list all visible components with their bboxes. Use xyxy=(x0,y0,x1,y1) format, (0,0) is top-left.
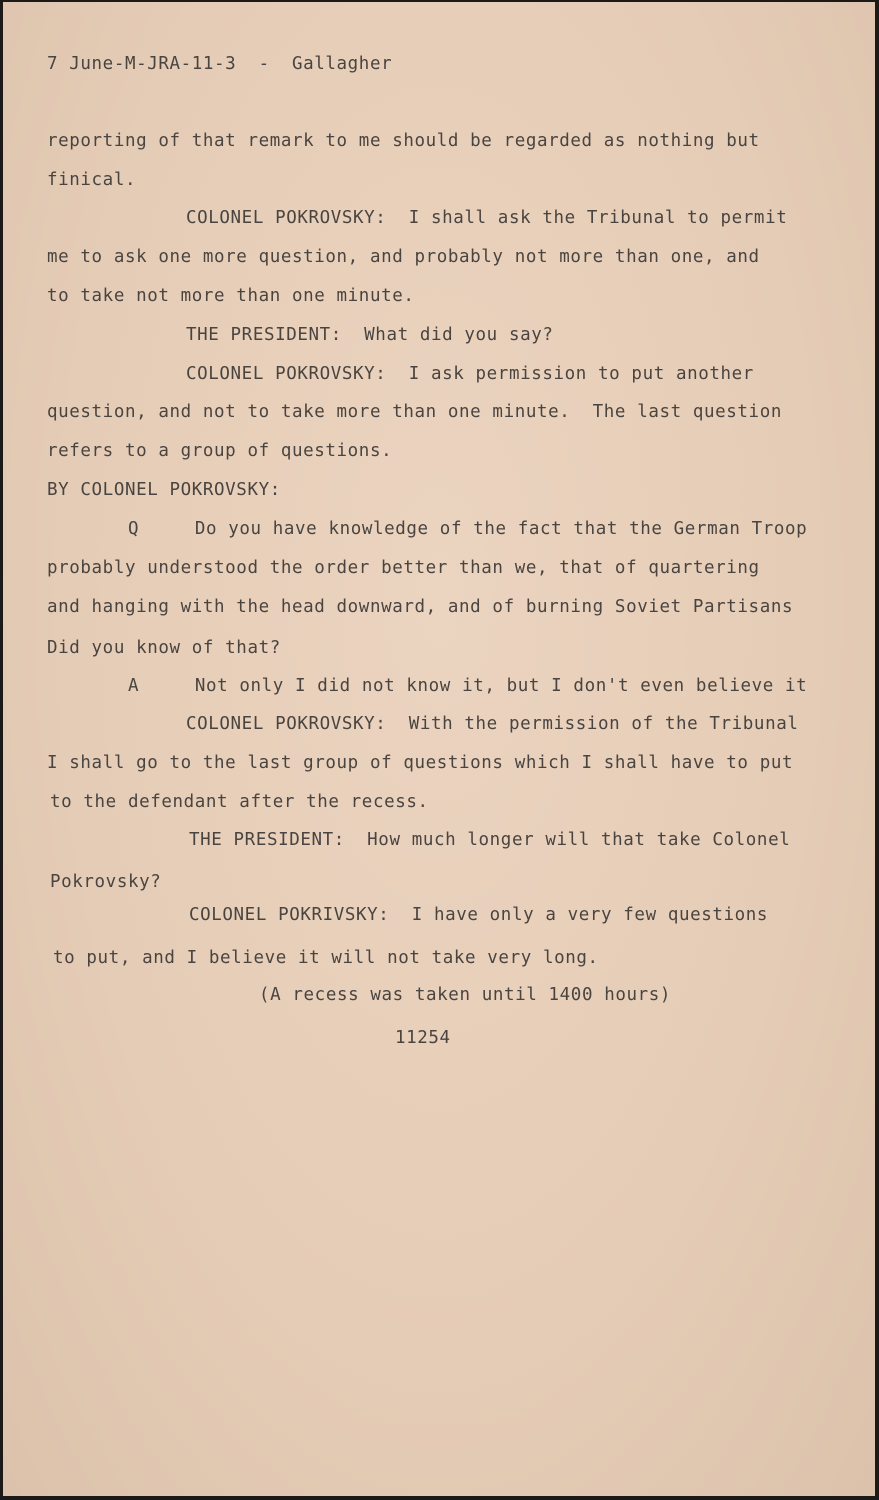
text-line: BY COLONEL POKROVSKY: xyxy=(47,480,281,500)
text-line: to the defendant after the recess. xyxy=(50,792,429,812)
page-header: 7 June-M-JRA-11-3 - Gallagher xyxy=(47,54,393,74)
text-line: COLONEL POKROVSKY: With the permission of the Tribunal xyxy=(186,714,799,734)
text-line: A Not only I did not know it, but I don't even believe it xyxy=(128,676,808,696)
text-line: refers to a group of questions. xyxy=(47,441,393,461)
text-line: Q Do you have knowledge of the fact that the German Troop xyxy=(128,519,808,539)
text-line: (A recess was taken until 1400 hours) xyxy=(259,985,672,1005)
text-line: THE PRESIDENT: What did you say? xyxy=(186,325,554,345)
text-line: THE PRESIDENT: How much longer will that take Colonel xyxy=(189,830,791,850)
text-line: I shall go to the last group of questions which I shall have to put xyxy=(47,753,794,773)
text-line: probably understood the order better than we, that of quartering xyxy=(47,558,760,578)
text-line: question, and not to take more than one minute. The last question xyxy=(47,402,782,422)
text-line: to take not more than one minute. xyxy=(47,286,415,306)
text-line: COLONEL POKROVSKY: I ask permission to put another xyxy=(186,364,754,384)
text-line: and hanging with the head downward, and of burning Soviet Partisans xyxy=(47,597,794,617)
text-line: to put, and I believe it will not take very long. xyxy=(53,948,599,968)
text-line: reporting of that remark to me should be regarded as nothing but xyxy=(47,131,760,151)
text-line: Did you know of that? xyxy=(47,638,281,658)
text-line: Pokrovsky? xyxy=(50,872,162,892)
text-line: finical. xyxy=(47,170,137,190)
text-line: COLONEL POKROVSKY: I shall ask the Tribunal to permit xyxy=(186,208,788,228)
text-line: me to ask one more question, and probably not more than one, and xyxy=(47,247,760,267)
document-page xyxy=(3,2,875,1496)
page-number: 11254 xyxy=(395,1028,451,1048)
text-line: COLONEL POKRIVSKY: I have only a very few questions xyxy=(189,905,769,925)
